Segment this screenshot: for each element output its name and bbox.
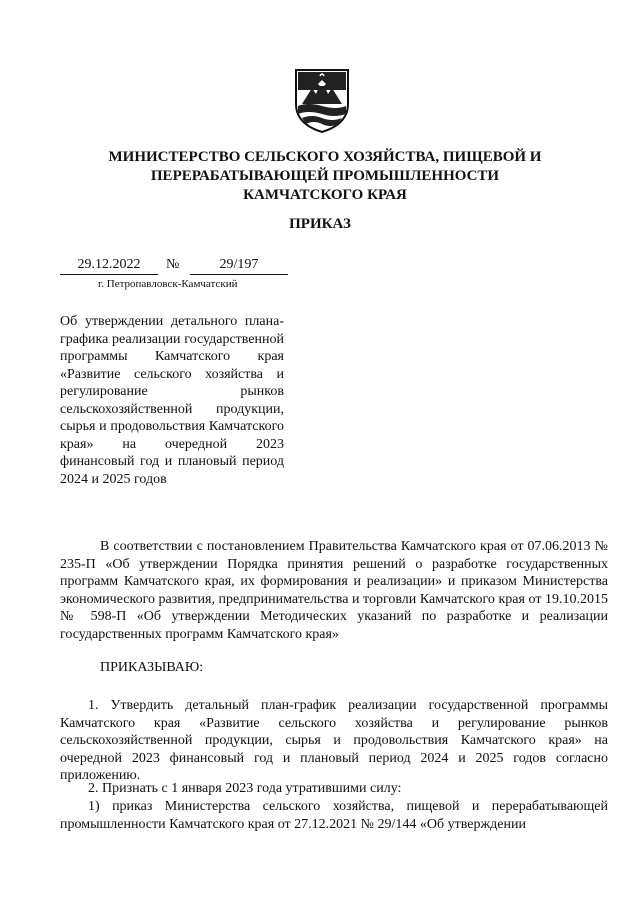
- order-word: ПРИКАЗЫВАЮ:: [100, 660, 204, 675]
- order-number: 29/197: [190, 257, 288, 275]
- number-sign: №: [166, 257, 180, 272]
- preamble-paragraph: В соответствии с постановлением Правительства Камчатского края от 07.06.2013 № 235-П «Об утверждении Порядка принятия решений о разработке государственных программ Камчатского края, их формирования и реализации» и приказом Министерства экономического развития, предпринимательства и торговли Камчатского края от 19.10.2015 № 598-П «Об утверждении Методических указаний по разработке и реализации государственных программ Камчатского края»: [60, 539, 608, 642]
- issue-city: г. Петропавловск-Камчатский: [98, 278, 238, 290]
- ministry-name-line-3: КАМЧАТСКОГО КРАЯ: [243, 187, 407, 203]
- kamchatka-coat-of-arms-icon: [294, 64, 350, 134]
- item-1-paragraph: 1. Утвердить детальный план-график реализации государственной программы Камчатского края «Развитие сельского хозяйства и регулирование рынков сельскохозяйственной продукции, сырья и продовольствия Камчатского края» на очередной 2023 финансовый год и плановый период 2024 и 2025 годов согласно приложению.: [60, 698, 608, 783]
- ministry-name-line-1: МИНИСТЕРСТВО СЕЛЬСКОГО ХОЗЯЙСТВА, ПИЩЕВОЙ И: [108, 149, 542, 165]
- ministry-name: [60, 148, 590, 205]
- document-type: ПРИКАЗ: [289, 216, 351, 232]
- order-date: 29.12.2022: [60, 257, 158, 275]
- item-2-1-paragraph: 1) приказ Министерства сельского хозяйства, пищевой и перерабатывающей промышленности Камчатского края от 27.12.2021 № 29/144 «Об утверждении: [60, 799, 608, 832]
- item-2-paragraph: 2. Признать с 1 января 2023 года утратившими силу:: [88, 781, 402, 796]
- ministry-name-line-2: ПЕРЕРАБАТЫВАЮЩЕЙ ПРОМЫШЛЕННОСТИ: [150, 168, 500, 184]
- order-subject: Об утверждении детального плана-графика реализации государственной программы Камчатского края «Развитие сельского хозяйства и регулирование рынков сельскохозяйственной продукции, сырья и продовольствия Камчатского края» на очередной 2023 финансовый год и плановый период 2024 и 2025 годов: [60, 314, 284, 487]
